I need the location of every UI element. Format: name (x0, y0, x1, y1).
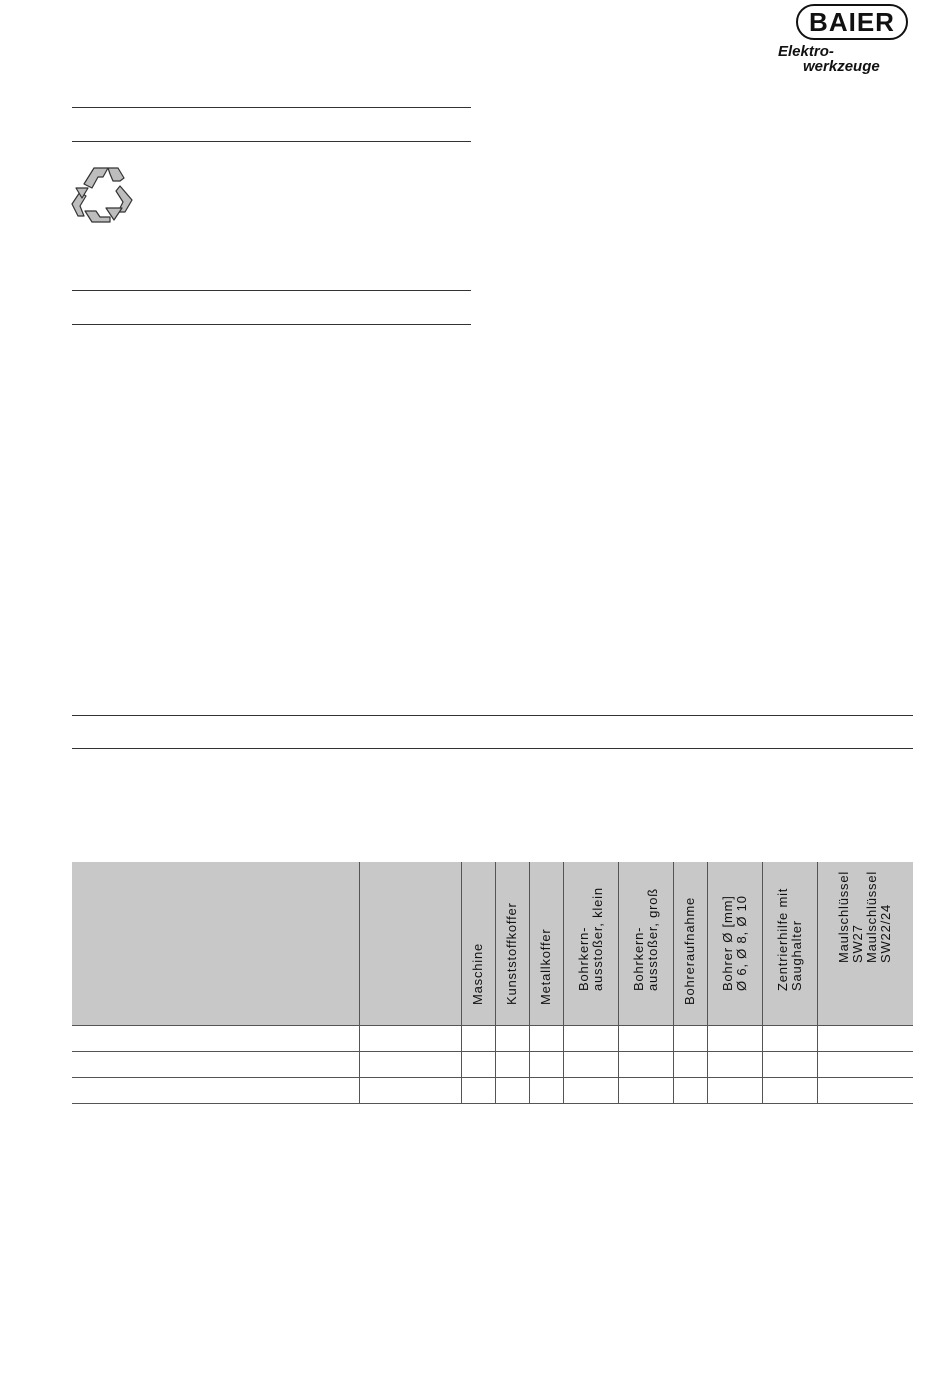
table-cell (707, 1052, 762, 1078)
header-cell-bohrkernausstosser-klein (563, 862, 618, 1026)
header-cell-bohrkernausstosser-gross (618, 862, 673, 1026)
header-label: Kunststoffkoffer (504, 902, 519, 1005)
table-cell (495, 1026, 529, 1052)
table-cell (618, 1026, 673, 1052)
section-rule (72, 715, 913, 716)
header-cell-kunststoffkoffer (495, 862, 529, 1026)
header-label: Bohrkern- ausstoßer, groß (630, 887, 660, 991)
table-row (72, 1078, 913, 1104)
header-label: Metallkoffer (538, 928, 553, 1005)
section-rule (72, 107, 471, 108)
table-cell (817, 1052, 913, 1078)
header-label: Maulschlüssel SW27 Maulschlüssel SW22/24 (836, 870, 894, 963)
table-cell (529, 1078, 563, 1104)
table-cell (563, 1026, 618, 1052)
brand-logo (770, 4, 920, 74)
table-cell (529, 1052, 563, 1078)
table-row (72, 1052, 913, 1078)
section-rule (72, 324, 471, 325)
table-cell (461, 1078, 495, 1104)
header-cell (72, 862, 359, 1026)
header-label: Bohrer Ø [mm] Ø 6, Ø 8, Ø 10 (719, 895, 749, 991)
table-cell (762, 1026, 817, 1052)
header-cell-maschine (461, 862, 495, 1026)
table-cell (72, 1052, 359, 1078)
logo-subtitle-line1: Elektro- (778, 43, 834, 60)
table-cell (461, 1026, 495, 1052)
table-cell (563, 1052, 618, 1078)
table-cell (673, 1078, 707, 1104)
table-cell (72, 1078, 359, 1104)
table-cell (817, 1026, 913, 1052)
header-label: Zentrierhilfe mit Saughalter (774, 887, 804, 991)
table-cell (461, 1052, 495, 1078)
table-cell (359, 1078, 461, 1104)
logo-brand-name: BAIER (796, 4, 908, 40)
table-cell (707, 1026, 762, 1052)
section-rule (72, 748, 913, 749)
header-cell-zentrierhilfe (762, 862, 817, 1026)
header-cell-bohreraufnahme (673, 862, 707, 1026)
table-cell (359, 1026, 461, 1052)
table-cell (495, 1078, 529, 1104)
table-cell (618, 1052, 673, 1078)
table-cell (673, 1052, 707, 1078)
header-cell-bohrer (707, 862, 762, 1026)
table-cell (529, 1026, 563, 1052)
section-rule (72, 290, 471, 291)
table-cell (673, 1026, 707, 1052)
table-cell (563, 1078, 618, 1104)
header-cell-maulschluessel (817, 862, 913, 1026)
table-cell (762, 1078, 817, 1104)
table-header-row (72, 862, 913, 1026)
logo-subtitle-line2: werkzeuge (803, 58, 880, 75)
header-label: Bohrkern- ausstoßer, klein (575, 887, 605, 991)
table-cell (72, 1026, 359, 1052)
table-cell (618, 1078, 673, 1104)
table-cell (359, 1052, 461, 1078)
header-cell (359, 862, 461, 1026)
recycle-icon (70, 164, 134, 226)
table-row (72, 1026, 913, 1052)
parts-table (72, 862, 913, 1104)
header-cell-metallkoffer (529, 862, 563, 1026)
table-cell (495, 1052, 529, 1078)
table-cell (707, 1078, 762, 1104)
table-cell (762, 1052, 817, 1078)
section-rule (72, 141, 471, 142)
header-label: Maschine (470, 942, 485, 1005)
header-label: Bohreraufnahme (682, 896, 697, 1005)
table-cell (817, 1078, 913, 1104)
